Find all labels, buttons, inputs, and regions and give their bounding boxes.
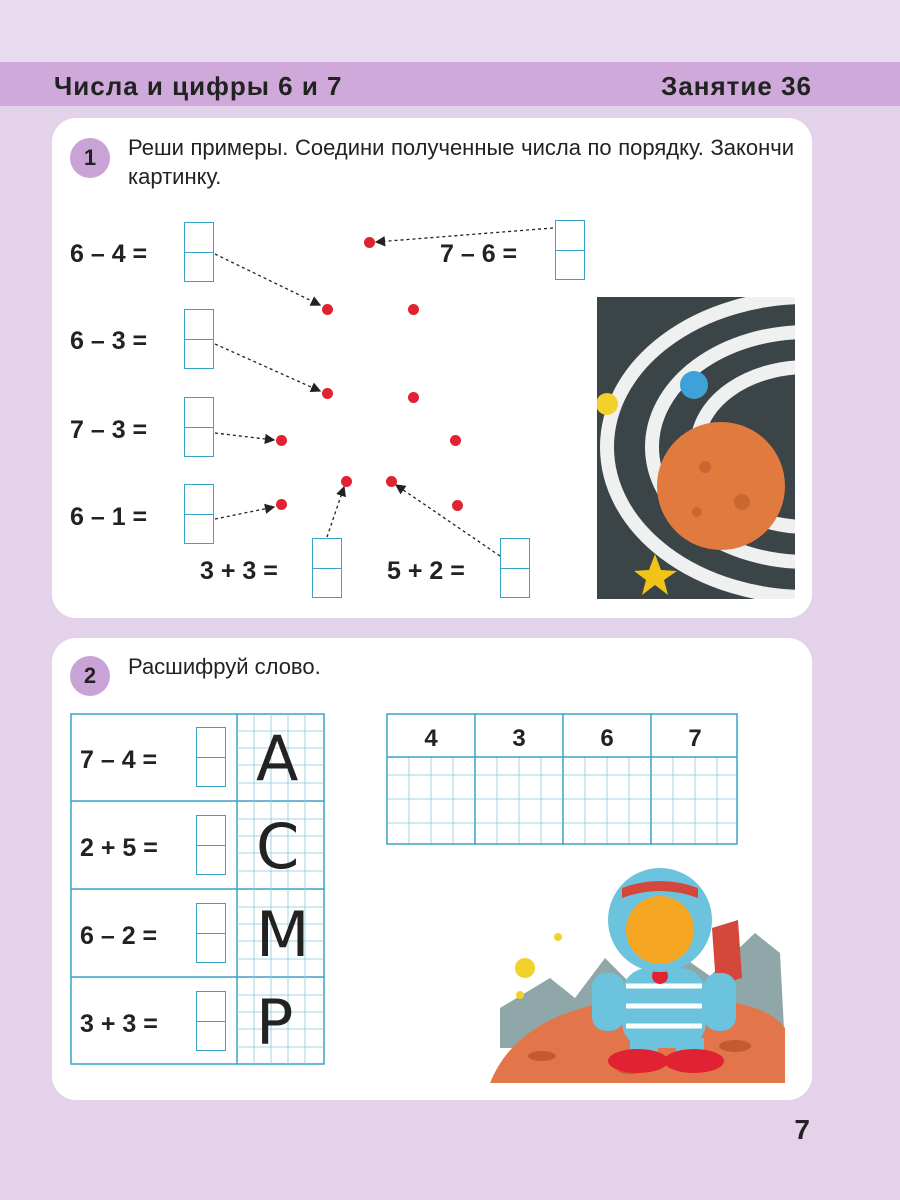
- orange-planet: [657, 422, 785, 550]
- answer-box-2[interactable]: [184, 309, 214, 369]
- cipher-answer-box-4[interactable]: [196, 991, 226, 1051]
- answer-box-7[interactable]: [500, 538, 530, 598]
- equation-4: 6 – 1 =: [70, 503, 148, 531]
- astronaut-illustration: [480, 858, 810, 1088]
- dot[interactable]: [386, 476, 397, 487]
- equation-3: 7 – 3 =: [70, 416, 148, 444]
- answer-box-6[interactable]: [312, 538, 342, 598]
- lesson-number: Занятие 36: [661, 71, 812, 101]
- cipher-answer-box-1[interactable]: [196, 727, 226, 787]
- equation-5: 7 – 6 =: [440, 240, 518, 268]
- dot[interactable]: [276, 435, 287, 446]
- cipher-equation-4: 3 + 3 =: [80, 1010, 158, 1038]
- blue-planet: [680, 371, 708, 399]
- task-1-instruction: Реши примеры. Соедини полученные числа по порядку. Закончи картинку.: [128, 135, 794, 189]
- code-column-4: 7: [688, 725, 702, 752]
- cipher-letter-3: М: [256, 898, 310, 971]
- cipher-letter-1: А: [256, 722, 299, 795]
- equation-6: 3 + 3 =: [200, 557, 278, 585]
- dot[interactable]: [450, 435, 461, 446]
- task-2-badge: 2: [70, 656, 110, 696]
- equation-7: 5 + 2 =: [387, 557, 465, 585]
- dot[interactable]: [408, 304, 419, 315]
- dot[interactable]: [322, 388, 333, 399]
- cipher-equation-2: 2 + 5 =: [80, 834, 158, 862]
- equation-1: 6 – 4 =: [70, 240, 148, 268]
- dot[interactable]: [341, 476, 352, 487]
- dot[interactable]: [452, 500, 463, 511]
- dot[interactable]: [364, 237, 375, 248]
- dot[interactable]: [276, 499, 287, 510]
- code-column-3: 6: [600, 725, 614, 752]
- code-column-2: 3: [512, 725, 526, 752]
- cipher-answer-box-2[interactable]: [196, 815, 226, 875]
- cipher-letter-4: Р: [256, 986, 294, 1059]
- top-band: [0, 0, 900, 62]
- equation-2: 6 – 3 =: [70, 327, 148, 355]
- yellow-planet: [597, 393, 618, 415]
- task-1-badge: 1: [70, 138, 110, 178]
- task-2-instruction: Расшифруй слово.: [128, 654, 321, 679]
- code-column-1: 4: [424, 725, 438, 752]
- cipher-letter-2: С: [256, 810, 300, 883]
- answer-box-5[interactable]: [555, 220, 585, 280]
- dot[interactable]: [408, 392, 419, 403]
- answer-box-3[interactable]: [184, 397, 214, 457]
- dot[interactable]: [322, 304, 333, 315]
- space-illustration: [597, 297, 795, 599]
- cipher-equation-1: 7 – 4 =: [80, 746, 158, 774]
- answer-box-1[interactable]: [184, 222, 214, 282]
- cipher-answer-box-3[interactable]: [196, 903, 226, 963]
- cipher-equation-3: 6 – 2 =: [80, 922, 158, 950]
- lesson-header: [0, 62, 900, 106]
- page-number: 7: [794, 1114, 810, 1145]
- page-title: Числа и цифры 6 и 7: [54, 71, 343, 101]
- answer-box-4[interactable]: [184, 484, 214, 544]
